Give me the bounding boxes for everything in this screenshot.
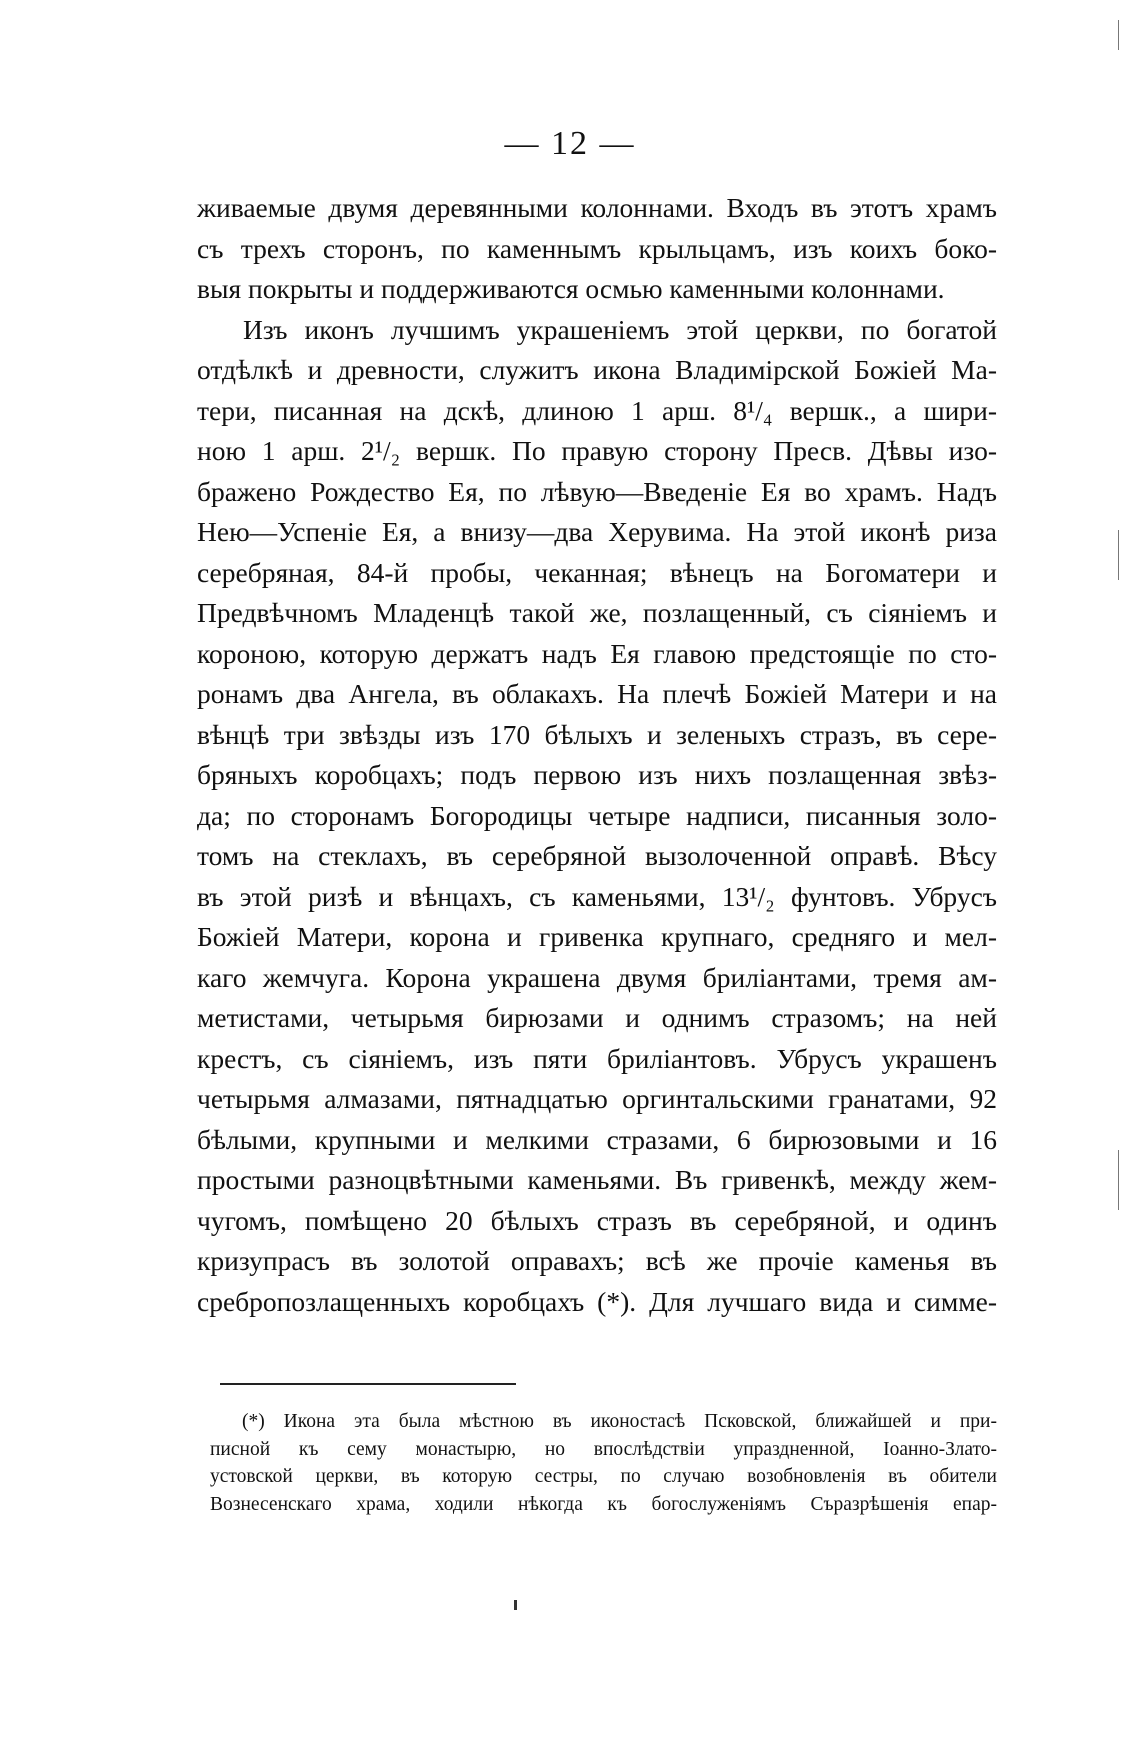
body-line: метистами, четырьмя бирюзами и однимъ стразомъ; на ней bbox=[197, 1002, 997, 1033]
body-line: крестъ, съ сіяніемъ, изъ пяти бриліантовъ. Убрусъ украшенъ bbox=[197, 1042, 997, 1074]
body-line: ною 1 арш. 2¹/₂ вершк. По правую сторону Пресв. Дѣвы изо- bbox=[197, 435, 997, 466]
page-number: — 12 — bbox=[504, 125, 636, 162]
body-line: отдѣлкѣ и древности, служитъ икона Владимірской Божіей Ма- bbox=[197, 354, 997, 385]
body-line: сребропозлащенныхъ коробцахъ (*). Для лучшаго вида и симме- bbox=[197, 1285, 997, 1317]
body-line: четырьмя алмазами, пятнадцатью оргинтальскими гранатами, 92 bbox=[197, 1083, 997, 1114]
body-line: короною, которую держатъ надъ Ея главою предстоящіе по сто- bbox=[197, 637, 997, 669]
body-line: Божіей Матери, корона и гривенка крупнаго, средняго и мел- bbox=[197, 921, 997, 952]
body-line: живаемые двумя деревянными колоннами. Входъ въ этотъ храмъ bbox=[197, 192, 997, 223]
margin-mark bbox=[1118, 1150, 1119, 1210]
body-line: чугомъ, помѣщено 20 бѣлыхъ стразъ въ серебряной, и одинъ bbox=[197, 1204, 997, 1236]
body-line: Предвѣчномъ Младенцѣ такой же, позлащенный, съ сіяніемъ и bbox=[197, 597, 997, 628]
body-line: выя покрыты и поддерживаются осмью каменными колоннами. bbox=[197, 273, 945, 304]
body-line: серебряная, 84-й пробы, чеканная; вѣнецъ на Богоматери и bbox=[197, 556, 997, 588]
footnote bbox=[210, 1408, 997, 1518]
body-line: кризупрасъ въ золотой оправахъ; всѣ же прочіе каменья въ bbox=[197, 1245, 997, 1276]
body-text bbox=[197, 188, 997, 1322]
body-line: простыми разноцвѣтными каменьями. Въ гривенкѣ, между жем- bbox=[197, 1164, 997, 1195]
body-line: въ этой ризѣ и вѣнцахъ, съ каменьями, 13¹/₂ фунтовъ. Убрусъ bbox=[197, 880, 997, 912]
footnote-line: устовской церкви, въ которую сестры, по случаю возобновленія въ обители bbox=[210, 1466, 997, 1487]
footnote-separator bbox=[220, 1383, 516, 1385]
body-line: каго жемчуга. Корона украшена двумя бриліантами, тремя ам- bbox=[197, 961, 997, 993]
footnote-line: (*) Икона эта была мѣстною въ иконостасѣ Псковской, ближайшей и при- bbox=[242, 1411, 997, 1432]
body-line: ронамъ два Ангела, въ облакахъ. На плечѣ Божіей Матери и на bbox=[197, 678, 997, 709]
body-line: да; по сторонамъ Богородицы четыре надписи, писанныя золо- bbox=[197, 799, 997, 831]
body-line: бражено Рождество Ея, по лѣвую—Введеніе Ея во храмъ. Надъ bbox=[197, 475, 997, 507]
margin-mark bbox=[1118, 20, 1119, 50]
footnote-line: писной къ сему монастырю, но впослѣдствіи упраздненной, Іоанно-Злато- bbox=[210, 1438, 997, 1460]
body-line: томъ на стеклахъ, въ серебряной вызолоченной оправѣ. Вѣсу bbox=[197, 840, 997, 871]
margin-mark bbox=[1118, 530, 1119, 580]
body-line: Изъ иконъ лучшимъ украшеніемъ этой церкви, по богатой bbox=[243, 313, 997, 345]
footnote-line: Вознесенскаго храма, ходили нѣкогда къ богослуженіямъ Съразрѣшенія епар- bbox=[210, 1493, 997, 1515]
body-line: Нею—Успеніе Ея, а внизу—два Херувима. На этой иконѣ риза bbox=[197, 516, 997, 547]
body-line: бѣлыми, крупными и мелкими стразами, 6 бирюзовыми и 16 bbox=[197, 1123, 997, 1155]
body-line: съ трехъ сторонъ, по каменнымъ крыльцамъ, изъ коихъ боко- bbox=[197, 232, 997, 264]
printer-mark bbox=[514, 1600, 517, 1610]
body-line: вѣнцѣ три звѣзды изъ 170 бѣлыхъ и зеленыхъ стразъ, въ сере- bbox=[197, 718, 997, 750]
body-line: бряныхъ коробцахъ; подъ первою изъ нихъ позлащенная звѣз- bbox=[197, 759, 997, 790]
body-line: тери, писанная на дскѣ, длиною 1 арш. 8¹/₄ вершк., а шири- bbox=[197, 394, 997, 426]
